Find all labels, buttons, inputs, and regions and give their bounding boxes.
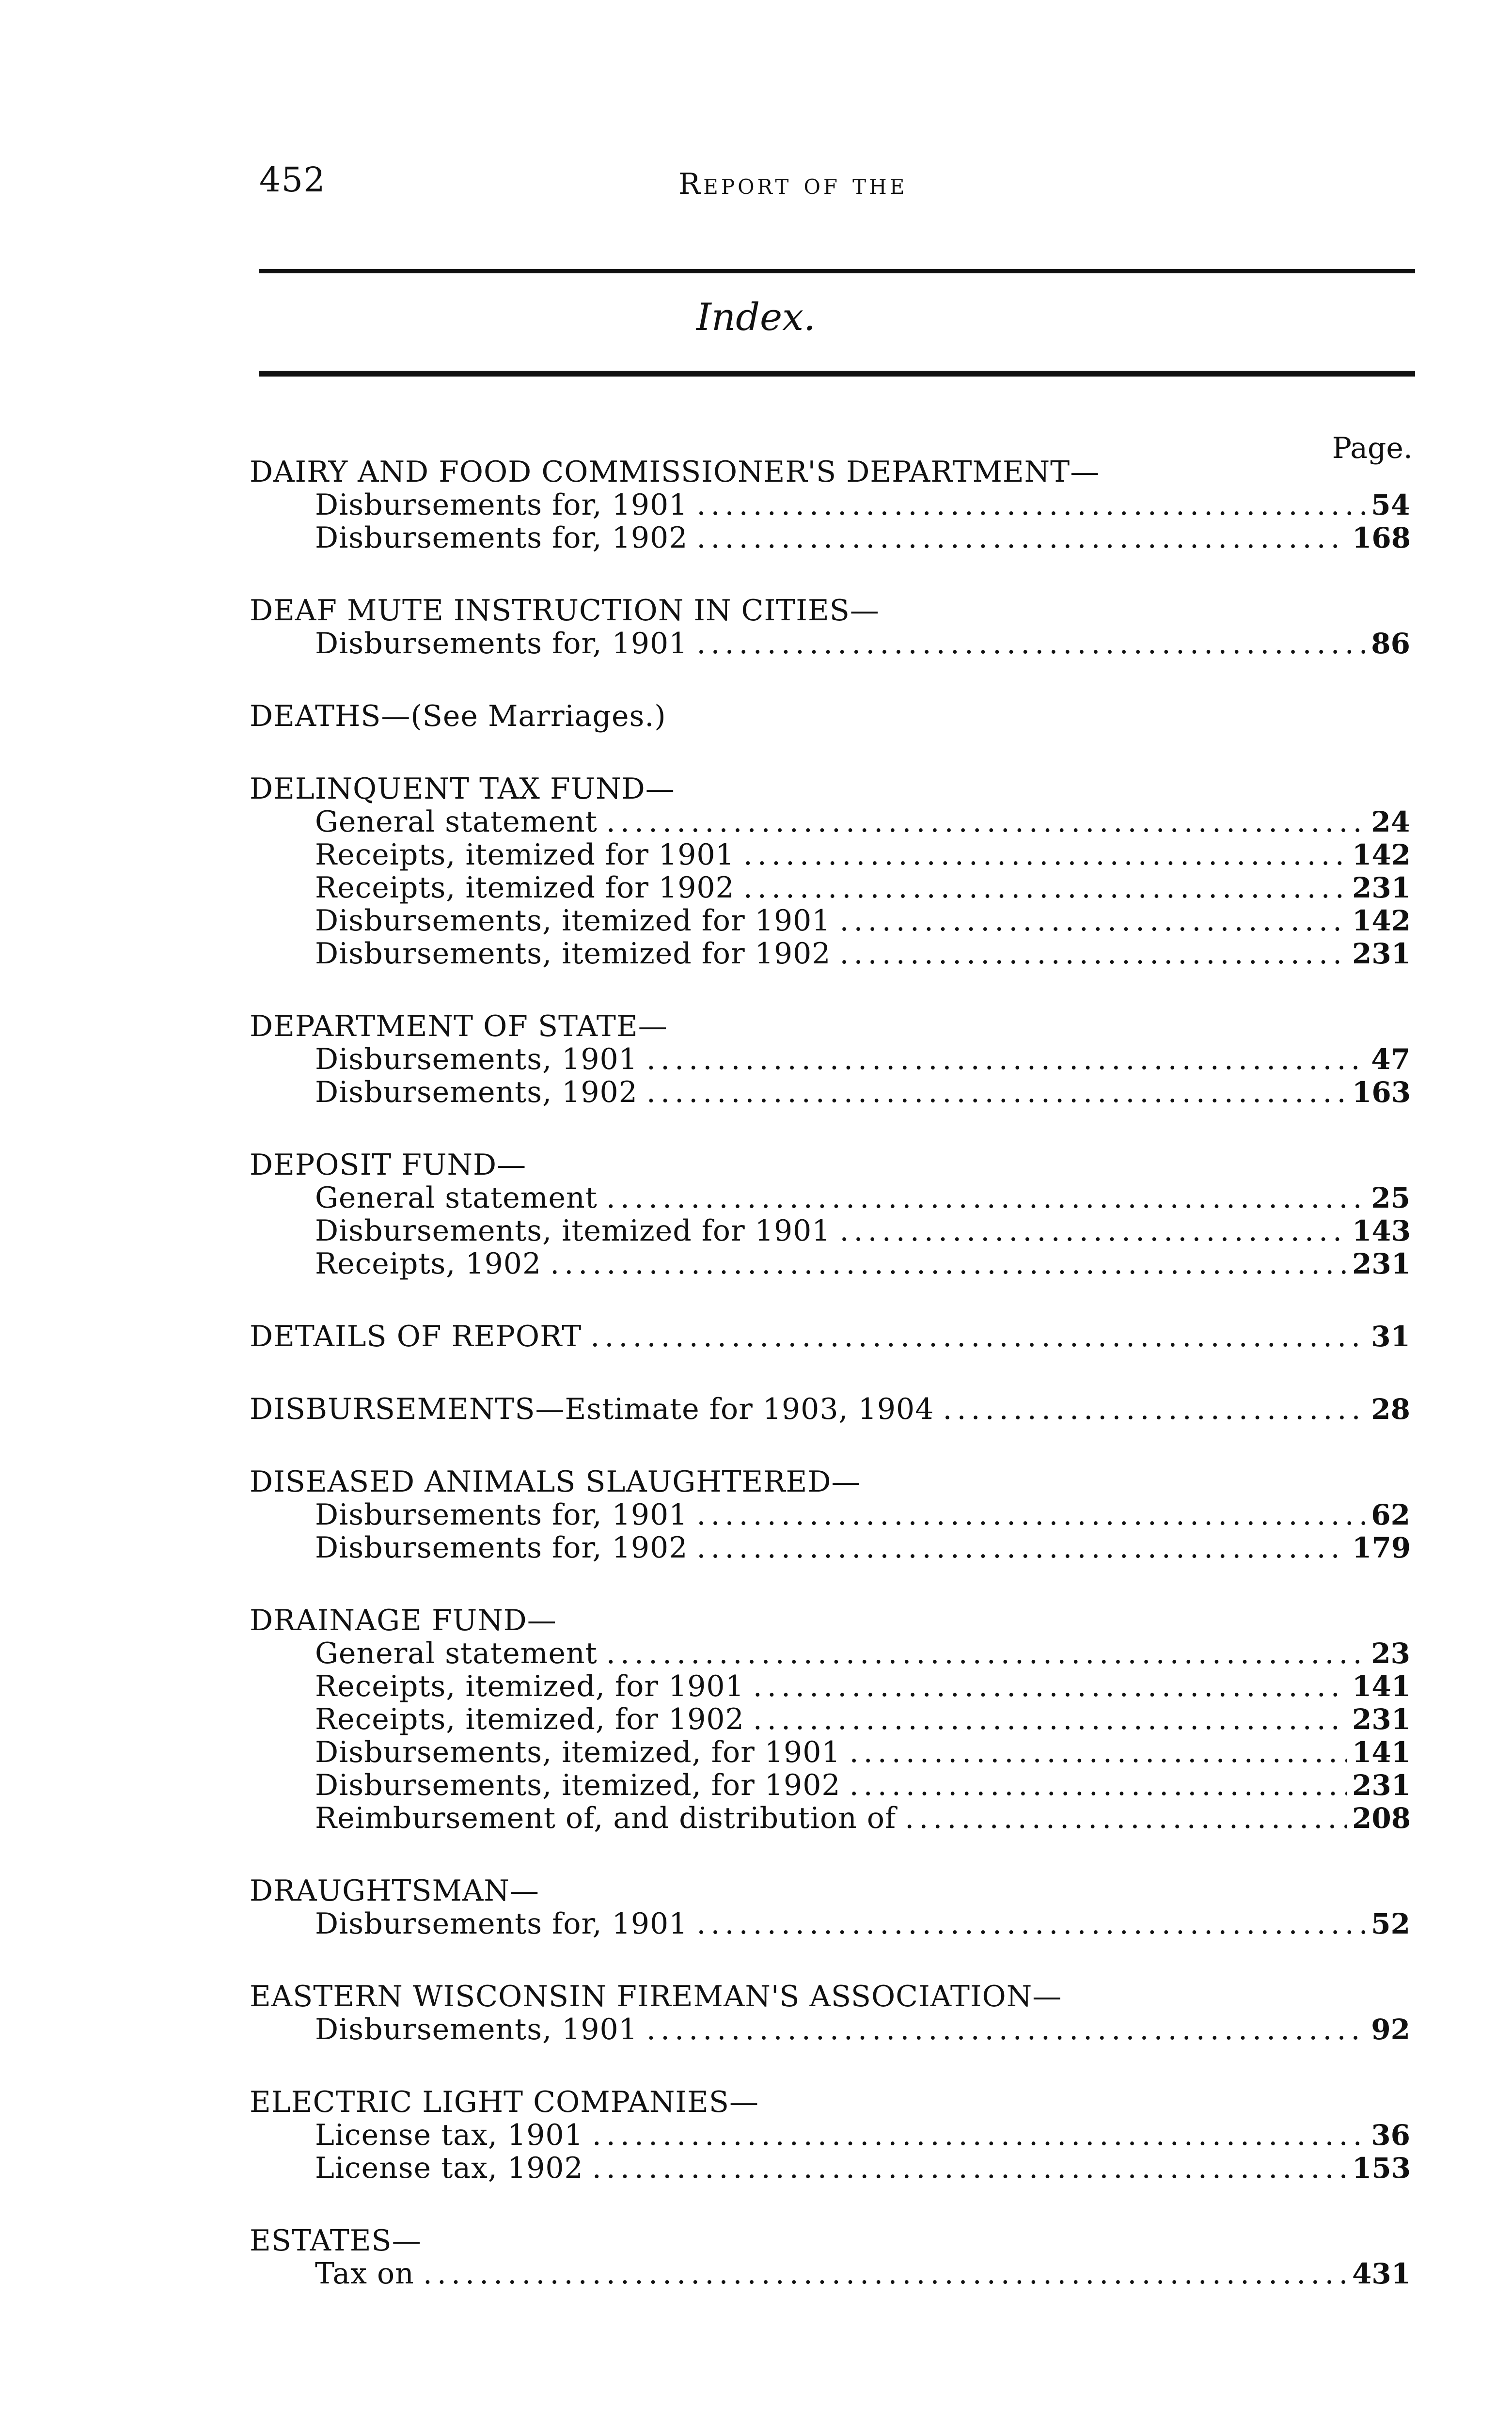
index-subentry bbox=[250, 1637, 1410, 1670]
index-entry bbox=[250, 2086, 1410, 2185]
leader-dots bbox=[839, 937, 1347, 970]
page-reference: 24 bbox=[1371, 805, 1410, 838]
index-heading: DEATHS—(See Marriages.) bbox=[250, 699, 666, 733]
page-reference: 36 bbox=[1371, 2119, 1410, 2152]
subentry-label: Receipts, itemized, for 1902 bbox=[315, 1702, 744, 1736]
leader-dots bbox=[696, 521, 1347, 554]
subentry-label: Disbursements, itemized for 1901 bbox=[315, 1214, 831, 1248]
index-heading: DRAINAGE FUND— bbox=[250, 1604, 557, 1637]
index-subentry bbox=[250, 1498, 1410, 1531]
page-reference: 86 bbox=[1371, 627, 1410, 660]
index-heading: EASTERN WISCONSIN FIREMAN'S ASSOCIATION— bbox=[250, 1980, 1062, 2014]
leader-dots bbox=[423, 2257, 1347, 2290]
index-entry bbox=[250, 1320, 1410, 1353]
page-reference: 168 bbox=[1352, 521, 1411, 554]
index-subentry bbox=[250, 1769, 1410, 1802]
index-subentry bbox=[250, 1181, 1410, 1214]
page-reference: 231 bbox=[1352, 937, 1411, 970]
page-reference: 31 bbox=[1371, 1320, 1410, 1353]
leader-dots bbox=[696, 627, 1366, 660]
index-entry bbox=[250, 1149, 1410, 1280]
subentry-label: Disbursements for, 1901 bbox=[315, 1907, 688, 1941]
page-reference: 163 bbox=[1352, 1076, 1411, 1109]
bottom-rule bbox=[259, 371, 1415, 377]
index-subentry bbox=[250, 627, 1410, 660]
page-reference: 153 bbox=[1352, 2152, 1411, 2185]
page-reference: 62 bbox=[1371, 1498, 1410, 1531]
page-reference: 143 bbox=[1352, 1214, 1411, 1247]
subentry-label: Disbursements, itemized for 1902 bbox=[315, 937, 831, 971]
index-subentry bbox=[250, 488, 1410, 521]
page-reference: 231 bbox=[1352, 1769, 1411, 1802]
leader-dots bbox=[606, 1181, 1367, 1214]
subentry-label: General statement bbox=[315, 1636, 598, 1670]
subentry-label: Disbursements for, 1901 bbox=[315, 488, 688, 522]
index-subentry bbox=[250, 805, 1410, 838]
subentry-label: Disbursements, itemized, for 1901 bbox=[315, 1735, 841, 1769]
page-reference: 179 bbox=[1352, 1531, 1411, 1564]
subentry-label: Receipts, itemized for 1901 bbox=[315, 838, 735, 872]
index-subentry bbox=[250, 1703, 1410, 1736]
index-subentry bbox=[250, 1043, 1410, 1076]
index-subentry bbox=[250, 2152, 1410, 2185]
index-subentry bbox=[250, 871, 1410, 904]
index-entry bbox=[250, 456, 1410, 554]
index-heading: DETAILS OF REPORT bbox=[250, 1320, 582, 1353]
leader-dots bbox=[592, 2119, 1367, 2152]
index-subentry bbox=[250, 937, 1410, 970]
leader-dots bbox=[839, 1214, 1347, 1247]
index-subentry bbox=[250, 1214, 1410, 1247]
leader-dots bbox=[590, 1320, 1366, 1353]
leader-dots bbox=[606, 805, 1367, 838]
index-subentry bbox=[250, 2013, 1410, 2046]
subentry-label: Disbursements, itemized for 1901 bbox=[315, 904, 831, 938]
leader-dots bbox=[743, 871, 1347, 904]
index-subentry bbox=[250, 2257, 1410, 2290]
page-reference: 23 bbox=[1371, 1637, 1410, 1670]
index-subentry bbox=[250, 838, 1410, 871]
leader-dots bbox=[943, 1393, 1366, 1426]
index-entry bbox=[250, 1604, 1410, 1835]
index-heading: DISBURSEMENTS—Estimate for 1903, 1904 bbox=[250, 1392, 934, 1426]
index-subentry bbox=[250, 1670, 1410, 1703]
index-heading: DAIRY AND FOOD COMMISSIONER'S DEPARTMENT— bbox=[250, 455, 1100, 489]
index-subentry bbox=[250, 2119, 1410, 2152]
page-number: 452 bbox=[259, 160, 326, 200]
index-heading: DRAUGHTSMAN— bbox=[250, 1874, 539, 1908]
index-heading: DEPOSIT FUND— bbox=[250, 1148, 527, 1182]
index-heading: ELECTRIC LIGHT COMPANIES— bbox=[250, 2085, 759, 2119]
index-entry bbox=[250, 1980, 1410, 2046]
index-entry bbox=[250, 1393, 1410, 1426]
index-heading: DEAF MUTE INSTRUCTION IN CITIES— bbox=[250, 594, 880, 628]
subentry-label: Disbursements for, 1902 bbox=[315, 1531, 688, 1565]
leader-dots bbox=[606, 1637, 1367, 1670]
subentry-label: Disbursements, itemized, for 1902 bbox=[315, 1768, 841, 1802]
leader-dots bbox=[550, 1247, 1347, 1280]
index-heading: DELINQUENT TAX FUND— bbox=[250, 772, 675, 806]
leader-dots bbox=[696, 488, 1366, 521]
index-subentry bbox=[250, 1531, 1410, 1564]
index-entry bbox=[250, 1465, 1410, 1564]
index-heading-line bbox=[250, 1393, 1410, 1426]
leader-dots bbox=[850, 1736, 1347, 1769]
page-column-label: Page. bbox=[1332, 431, 1413, 465]
subentry-label: Disbursements for, 1901 bbox=[315, 627, 688, 661]
index-subentry bbox=[250, 1802, 1410, 1835]
index-heading: DEPARTMENT OF STATE— bbox=[250, 1009, 668, 1043]
subentry-label: Reimbursement of, and distribution of bbox=[315, 1801, 897, 1835]
index-subentry bbox=[250, 1907, 1410, 1940]
subentry-label: License tax, 1901 bbox=[315, 2118, 583, 2152]
subentry-label: License tax, 1902 bbox=[315, 2151, 583, 2185]
index-title: Index. bbox=[696, 296, 816, 339]
index-body bbox=[250, 456, 1410, 2330]
leader-dots bbox=[850, 1769, 1347, 1802]
index-heading: ESTATES— bbox=[250, 2224, 422, 2258]
leader-dots bbox=[592, 2152, 1347, 2185]
page-reference: 47 bbox=[1371, 1043, 1410, 1076]
subentry-label: General statement bbox=[315, 1181, 598, 1215]
page-reference: 28 bbox=[1371, 1393, 1410, 1426]
subentry-label: Disbursements, 1901 bbox=[315, 2013, 638, 2046]
subentry-label: Disbursements, 1901 bbox=[315, 1042, 638, 1076]
running-head: Report of the bbox=[678, 167, 908, 201]
index-entry bbox=[250, 1010, 1410, 1109]
subentry-label: Receipts, itemized, for 1901 bbox=[315, 1669, 744, 1703]
subentry-label: Disbursements, 1902 bbox=[315, 1075, 638, 1109]
page-reference: 54 bbox=[1371, 488, 1410, 521]
page-reference: 141 bbox=[1352, 1670, 1411, 1703]
leader-dots bbox=[905, 1802, 1347, 1835]
leader-dots bbox=[646, 1043, 1366, 1076]
subentry-label: General statement bbox=[315, 805, 598, 839]
leader-dots bbox=[839, 904, 1347, 937]
leader-dots bbox=[696, 1907, 1366, 1940]
leader-dots bbox=[753, 1670, 1347, 1703]
subentry-label: Disbursements for, 1902 bbox=[315, 521, 688, 555]
leader-dots bbox=[753, 1703, 1347, 1736]
page-reference: 431 bbox=[1352, 2257, 1411, 2290]
page-reference: 52 bbox=[1371, 1907, 1410, 1940]
index-entry bbox=[250, 594, 1410, 660]
leader-dots bbox=[696, 1531, 1347, 1564]
index-entry bbox=[250, 700, 1410, 733]
page-reference: 141 bbox=[1352, 1736, 1411, 1769]
index-subentry bbox=[250, 521, 1410, 554]
subentry-label: Receipts, itemized for 1902 bbox=[315, 871, 735, 905]
page-reference: 231 bbox=[1352, 1247, 1411, 1280]
subentry-label: Disbursements for, 1901 bbox=[315, 1498, 688, 1532]
index-entry bbox=[250, 772, 1410, 970]
page-reference: 25 bbox=[1371, 1181, 1410, 1214]
index-subentry bbox=[250, 904, 1410, 937]
index-subentry bbox=[250, 1076, 1410, 1109]
leader-dots bbox=[646, 1076, 1347, 1109]
leader-dots bbox=[696, 1498, 1366, 1531]
subentry-label: Tax on bbox=[315, 2257, 414, 2291]
index-heading: DISEASED ANIMALS SLAUGHTERED— bbox=[250, 1465, 861, 1499]
index-subentry bbox=[250, 1247, 1410, 1280]
page-reference: 142 bbox=[1352, 904, 1411, 937]
leader-dots bbox=[743, 838, 1347, 871]
page-reference: 142 bbox=[1352, 838, 1411, 871]
top-rule bbox=[259, 269, 1415, 273]
page-reference: 208 bbox=[1352, 1802, 1411, 1835]
index-subentry bbox=[250, 1736, 1410, 1769]
index-heading-line bbox=[250, 1320, 1410, 1353]
index-entry bbox=[250, 2224, 1410, 2290]
page-reference: 92 bbox=[1371, 2013, 1410, 2046]
index-entry bbox=[250, 1874, 1410, 1940]
page-reference: 231 bbox=[1352, 871, 1411, 904]
page-reference: 231 bbox=[1352, 1703, 1411, 1736]
leader-dots bbox=[646, 2013, 1366, 2046]
subentry-label: Receipts, 1902 bbox=[315, 1247, 542, 1281]
